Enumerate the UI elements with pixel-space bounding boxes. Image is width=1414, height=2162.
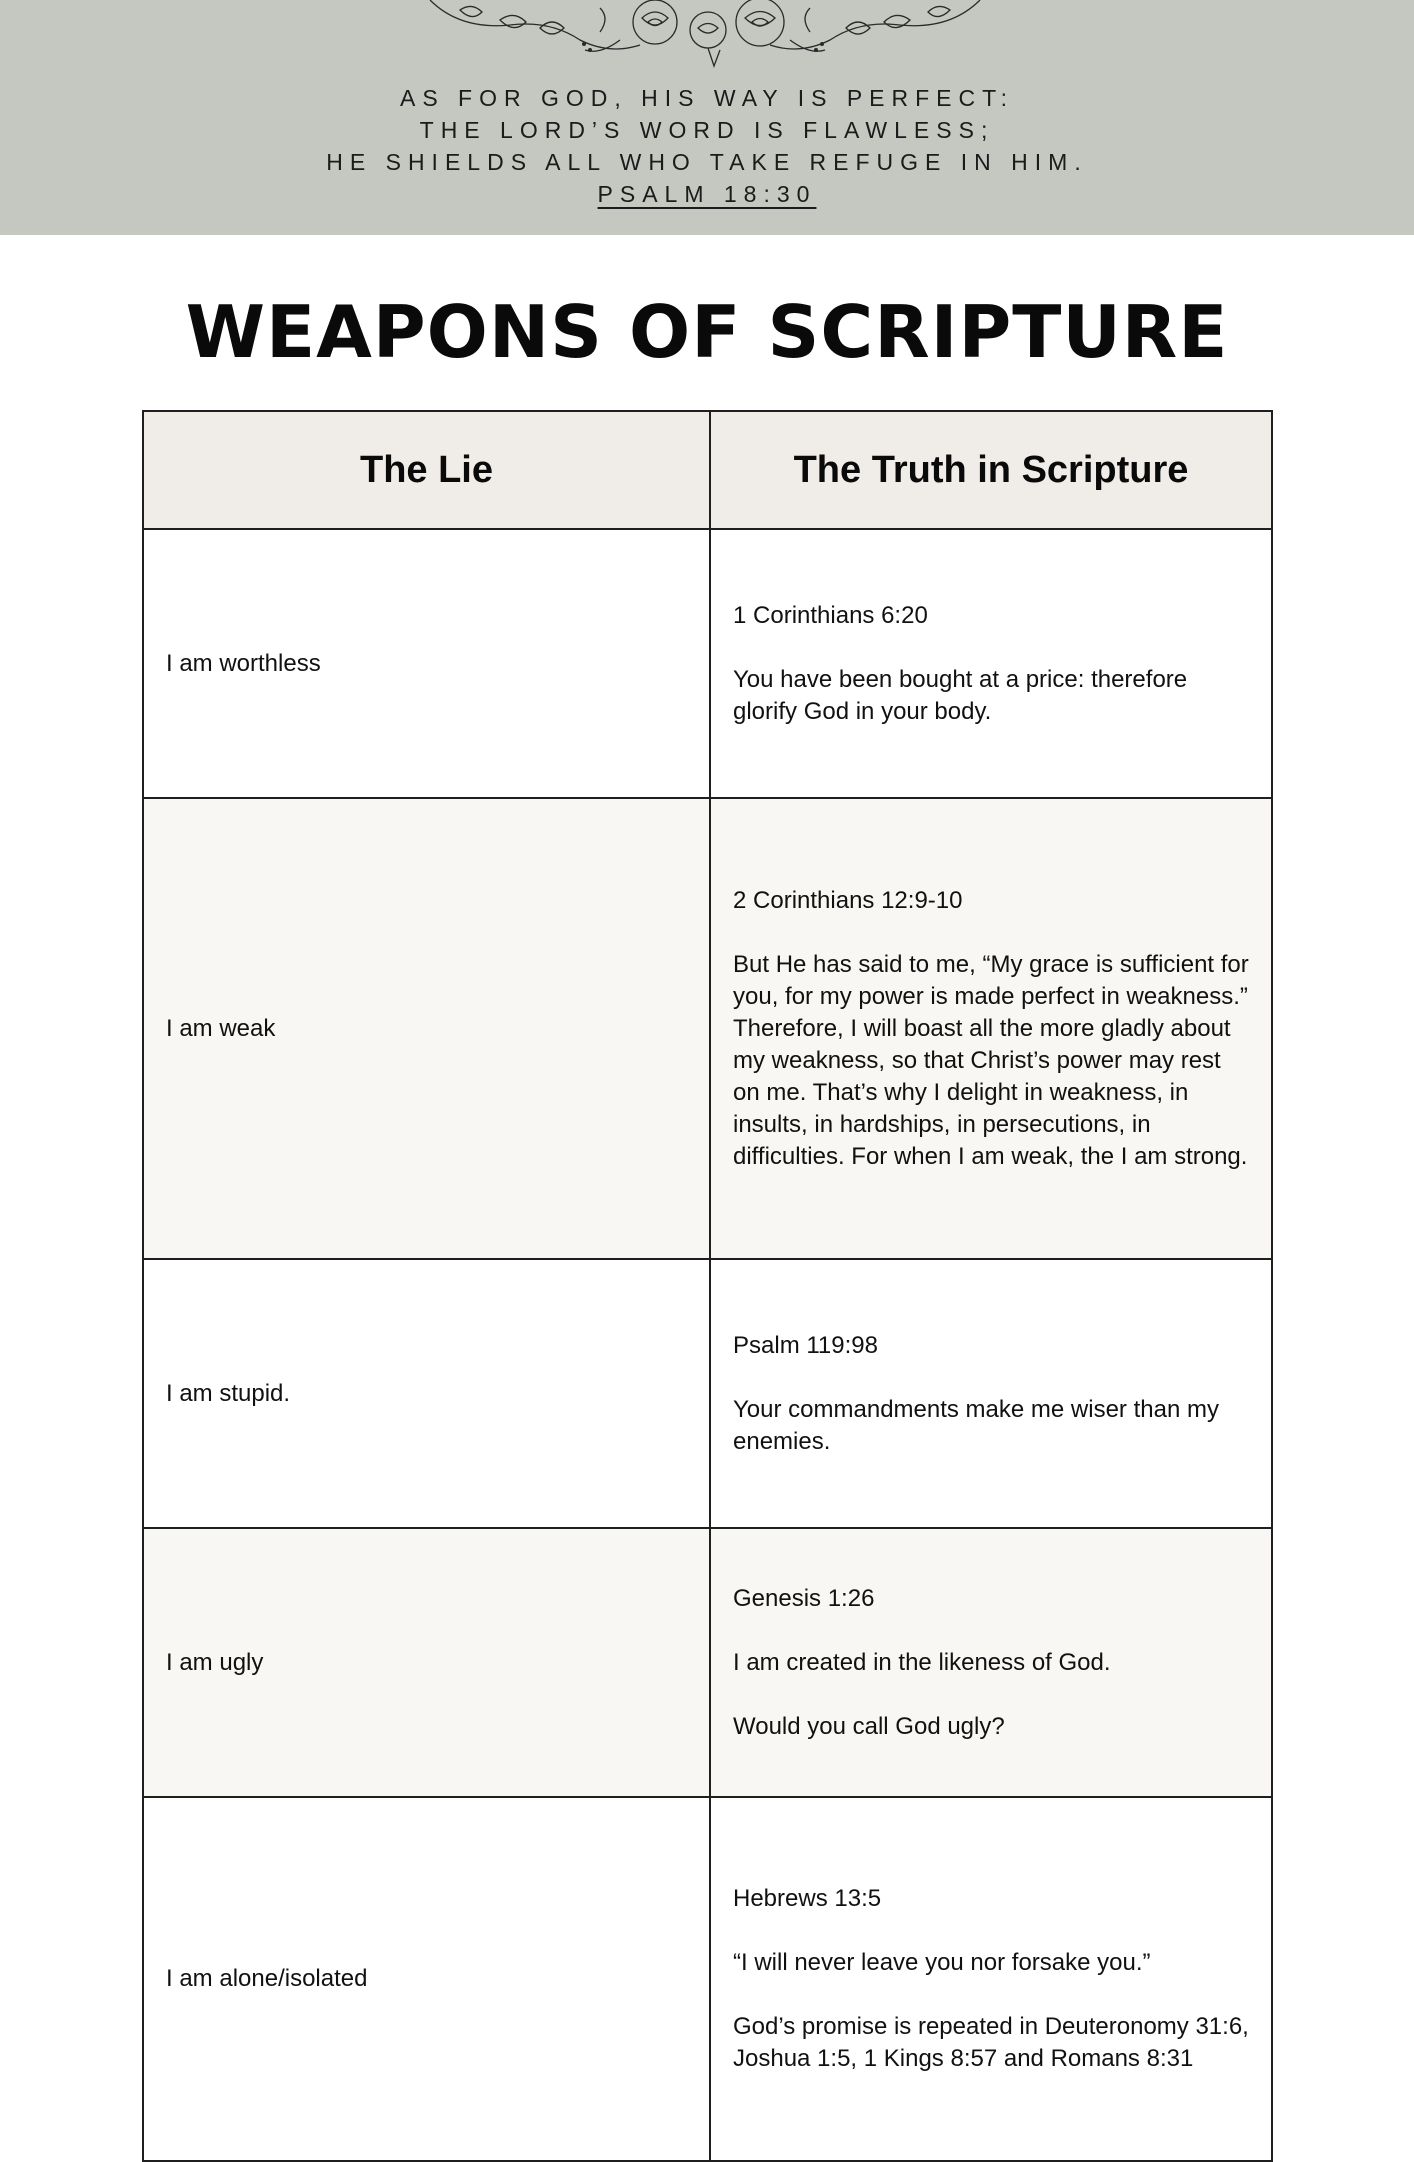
scripture-text: But He has said to me, “My grace is sufficient for you, for my power is made perfect in weakness.” Therefore, I will boast all the more gladly about my weakness, so that Christ’s power may rest on me. That’s why I delight in weakness, in insults, in hardships, in persecutions, in difficulties. For when I am weak, the I am strong. <box>733 950 1249 1170</box>
scripture-text: Your commandments make me wiser than my enemies. <box>733 1395 1219 1455</box>
lie-cell: I am stupid. <box>143 1259 710 1528</box>
lie-cell: I am ugly <box>143 1528 710 1797</box>
verse-line: AS FOR GOD, HIS WAY IS PERFECT: <box>399 85 1015 111</box>
scripture-reference: 2 Corinthians 12:9-10 <box>733 886 963 914</box>
lie-cell: I am alone/isolated <box>143 1797 710 2161</box>
scripture-reference: Genesis 1:26 <box>733 1584 875 1612</box>
verse-text <box>0 82 1414 210</box>
truth-cell <box>710 529 1272 798</box>
truth-cell <box>710 1528 1272 1797</box>
column-header-lie: The Lie <box>143 411 710 529</box>
scripture-text: I am created in the likeness of God. <box>733 1648 1111 1676</box>
truth-cell <box>710 1259 1272 1528</box>
lie-cell: I am worthless <box>143 529 710 798</box>
truth-cell <box>710 798 1272 1259</box>
column-header-truth: The Truth in Scripture <box>710 411 1272 529</box>
table-row <box>143 798 1272 1259</box>
lie-cell: I am weak <box>143 798 710 1259</box>
page-title: WEAPONS OF SCRIPTURE <box>185 290 1229 374</box>
scripture-text: “I will never leave you nor forsake you.” <box>733 1949 1151 1976</box>
table-header-row <box>143 411 1272 529</box>
scripture-reference: 1 Corinthians 6:20 <box>733 601 928 629</box>
verse-reference: PSALM 18:30 <box>597 181 817 207</box>
scripture-reference: Psalm 119:98 <box>733 1331 878 1359</box>
verse-line: THE LORD’S WORD IS FLAWLESS; <box>419 117 995 143</box>
floral-roses-icon <box>420 0 990 70</box>
lie-truth-table <box>142 410 1273 2162</box>
table-row <box>143 1528 1272 1797</box>
table-row <box>143 529 1272 798</box>
table-row <box>143 1797 1272 2161</box>
scripture-note: Would you call God ugly? <box>733 1712 1005 1740</box>
verse-banner <box>0 0 1414 235</box>
scripture-text: You have been bought at a price: therefore glorify God in your body. <box>733 665 1188 725</box>
scripture-reference: Hebrews 13:5 <box>733 1885 882 1912</box>
table-row <box>143 1259 1272 1528</box>
verse-line: HE SHIELDS ALL WHO TAKE REFUGE IN HIM. <box>326 149 1088 175</box>
truth-cell <box>710 1797 1272 2161</box>
scripture-note: God’s promise is repeated in Deuteronomy 31:6, Joshua 1:5, 1 Kings 8:57 and Romans 8:31 <box>733 2013 1249 2072</box>
